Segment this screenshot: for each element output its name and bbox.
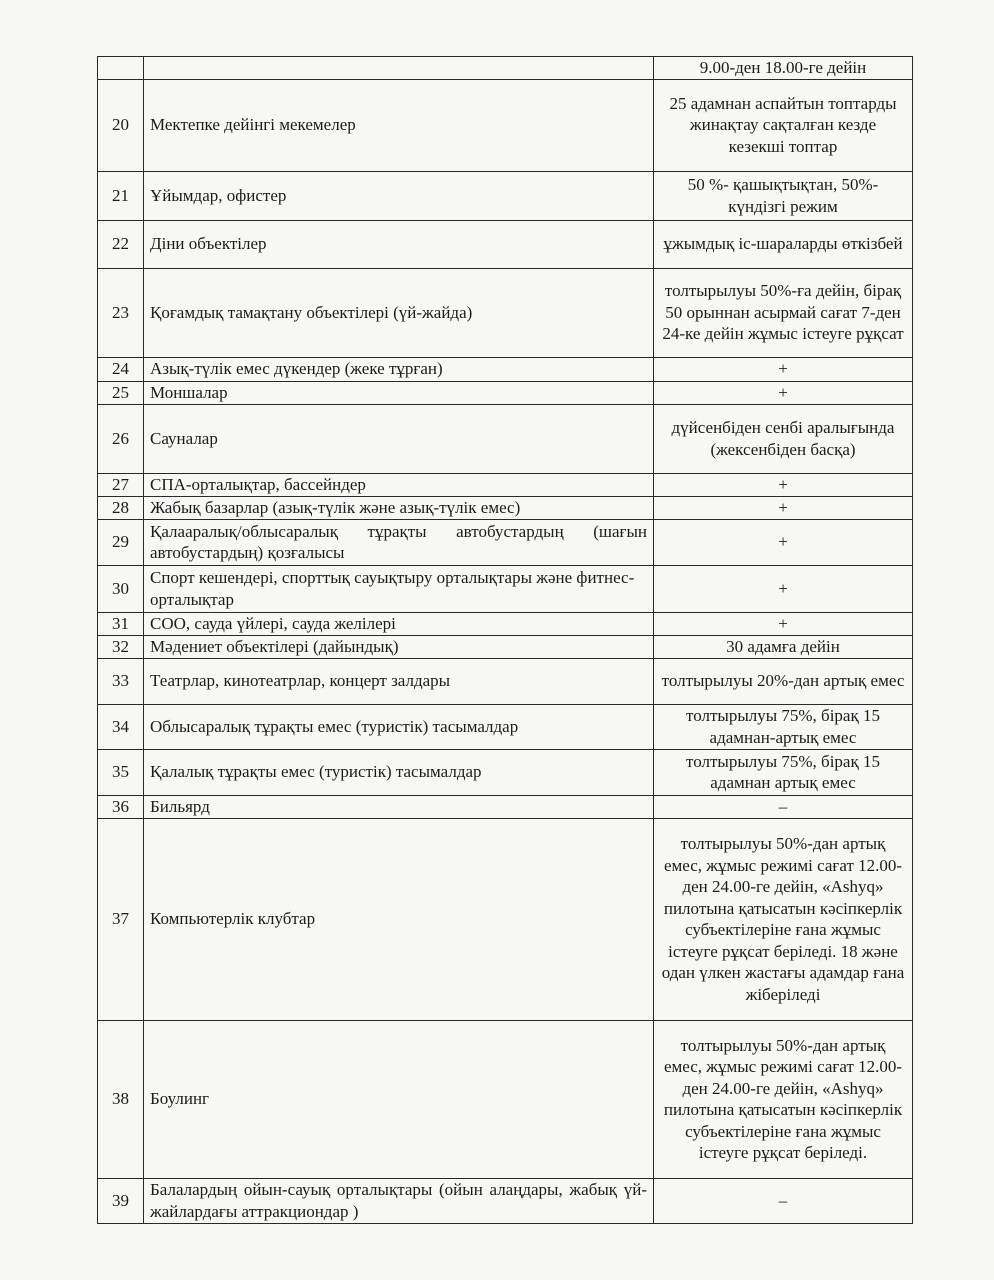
- table-row: [98, 818, 913, 1020]
- facility-name: Облысаралық тұрақты емес (туристік) тасымалдар: [144, 704, 654, 749]
- table-row: [98, 496, 913, 519]
- row-number: 39: [98, 1178, 144, 1223]
- operating-condition: дүйсенбіден сенбі аралығында (жексенбіден басқа): [654, 404, 913, 473]
- row-number: 27: [98, 473, 144, 496]
- table-row: [98, 473, 913, 496]
- row-number: [98, 57, 144, 80]
- table-row: [98, 57, 913, 80]
- facility-name: Бильярд: [144, 795, 654, 818]
- row-number: 29: [98, 519, 144, 565]
- row-number: 30: [98, 565, 144, 612]
- operating-condition: 9.00-ден 18.00-ге дейін: [654, 57, 913, 80]
- operating-condition: +: [654, 519, 913, 565]
- row-number: 32: [98, 635, 144, 658]
- row-number: 35: [98, 749, 144, 795]
- facility-name: Қалалық тұрақты емес (туристік) тасымалдар: [144, 749, 654, 795]
- facility-name: СОО, сауда үйлері, сауда желілері: [144, 612, 654, 635]
- operating-condition: –: [654, 795, 913, 818]
- facility-name: Қоғамдық тамақтану объектілері (үй-жайда): [144, 268, 654, 357]
- row-number: 33: [98, 658, 144, 704]
- table-row: [98, 635, 913, 658]
- facility-name: Қалааралық/облысаралық тұрақты автобустардың (шағын автобустардың) қозғалысы: [144, 519, 654, 565]
- operating-condition: +: [654, 357, 913, 381]
- facility-name: Боулинг: [144, 1020, 654, 1178]
- table-row: [98, 749, 913, 795]
- operating-condition: +: [654, 381, 913, 404]
- row-number: 20: [98, 79, 144, 171]
- table-row: [98, 381, 913, 404]
- table-body: [98, 57, 913, 1224]
- operating-condition: толтырылуы 75%, бірақ 15 адамнан-артық емес: [654, 704, 913, 749]
- facility-name: Компьютерлік клубтар: [144, 818, 654, 1020]
- row-number: 23: [98, 268, 144, 357]
- table-row: [98, 1178, 913, 1223]
- operating-condition: +: [654, 496, 913, 519]
- table-row: [98, 658, 913, 704]
- row-number: 21: [98, 171, 144, 220]
- regulations-table: [97, 56, 913, 1224]
- table-row: [98, 795, 913, 818]
- facility-name: Жабық базарлар (азық-түлік және азық-түлік емес): [144, 496, 654, 519]
- table-row: [98, 404, 913, 473]
- facility-name: Діни объектілер: [144, 220, 654, 268]
- facility-name: Ұйымдар, офистер: [144, 171, 654, 220]
- table-row: [98, 565, 913, 612]
- operating-condition: +: [654, 612, 913, 635]
- table-row: [98, 357, 913, 381]
- facility-name: Балалардың ойын-сауық орталықтары (ойын алаңдары, жабық үй-жайлардағы аттракциондар ): [144, 1178, 654, 1223]
- table-row: [98, 171, 913, 220]
- row-number: 38: [98, 1020, 144, 1178]
- operating-condition: толтырылуы 20%-дан артық емес: [654, 658, 913, 704]
- row-number: 37: [98, 818, 144, 1020]
- operating-condition: –: [654, 1178, 913, 1223]
- operating-condition: толтырылуы 50%-дан артық емес, жұмыс режимі сағат 12.00-ден 24.00-ге дейін, «Ashyq» пилотына қатысатын кәсіпкерлік субъектілеріне ғана жұмыс істеуге рұқсат беріледі. 18 және одан үлкен жастағы адамдар ғана жіберіледі: [654, 818, 913, 1020]
- facility-name: [144, 57, 654, 80]
- row-number: 25: [98, 381, 144, 404]
- row-number: 34: [98, 704, 144, 749]
- row-number: 36: [98, 795, 144, 818]
- table-row: [98, 519, 913, 565]
- operating-condition: ұжымдық іс-шараларды өткізбей: [654, 220, 913, 268]
- facility-name: Сауналар: [144, 404, 654, 473]
- facility-name: Азық-түлік емес дүкендер (жеке тұрған): [144, 357, 654, 381]
- table-row: [98, 612, 913, 635]
- operating-condition: толтырылуы 75%, бірақ 15 адамнан артық емес: [654, 749, 913, 795]
- row-number: 31: [98, 612, 144, 635]
- operating-condition: толтырылуы 50%-ға дейін, бірақ 50 орыннан асырмай сағат 7-ден 24-ке дейін жұмыс істеуге рұқсат: [654, 268, 913, 357]
- row-number: 26: [98, 404, 144, 473]
- operating-condition: +: [654, 473, 913, 496]
- operating-condition: 30 адамға дейін: [654, 635, 913, 658]
- operating-condition: 25 адамнан аспайтын топтарды жинақтау сақталған кезде кезекші топтар: [654, 79, 913, 171]
- table-row: [98, 1020, 913, 1178]
- operating-condition: толтырылуы 50%-дан артық емес, жұмыс режимі сағат 12.00-ден 24.00-ге дейін, «Ashyq» пилотына қатысатын кәсіпкерлік субъектілеріне ғана жұмыс істеуге рұқсат беріледі.: [654, 1020, 913, 1178]
- row-number: 28: [98, 496, 144, 519]
- table-row: [98, 704, 913, 749]
- table-row: [98, 79, 913, 171]
- row-number: 22: [98, 220, 144, 268]
- facility-name: Спорт кешендері, спорттық сауықтыру орталықтары және фитнес-орталықтар: [144, 565, 654, 612]
- table-row: [98, 268, 913, 357]
- facility-name: Моншалар: [144, 381, 654, 404]
- facility-name: Театрлар, кинотеатрлар, концерт залдары: [144, 658, 654, 704]
- facility-name: Мектепке дейінгі мекемелер: [144, 79, 654, 171]
- table-row: [98, 220, 913, 268]
- operating-condition: 50 %- қашықтықтан, 50%- күндізгі режим: [654, 171, 913, 220]
- facility-name: Мәдениет объектілері (дайындық): [144, 635, 654, 658]
- operating-condition: +: [654, 565, 913, 612]
- facility-name: СПА-орталықтар, бассейндер: [144, 473, 654, 496]
- row-number: 24: [98, 357, 144, 381]
